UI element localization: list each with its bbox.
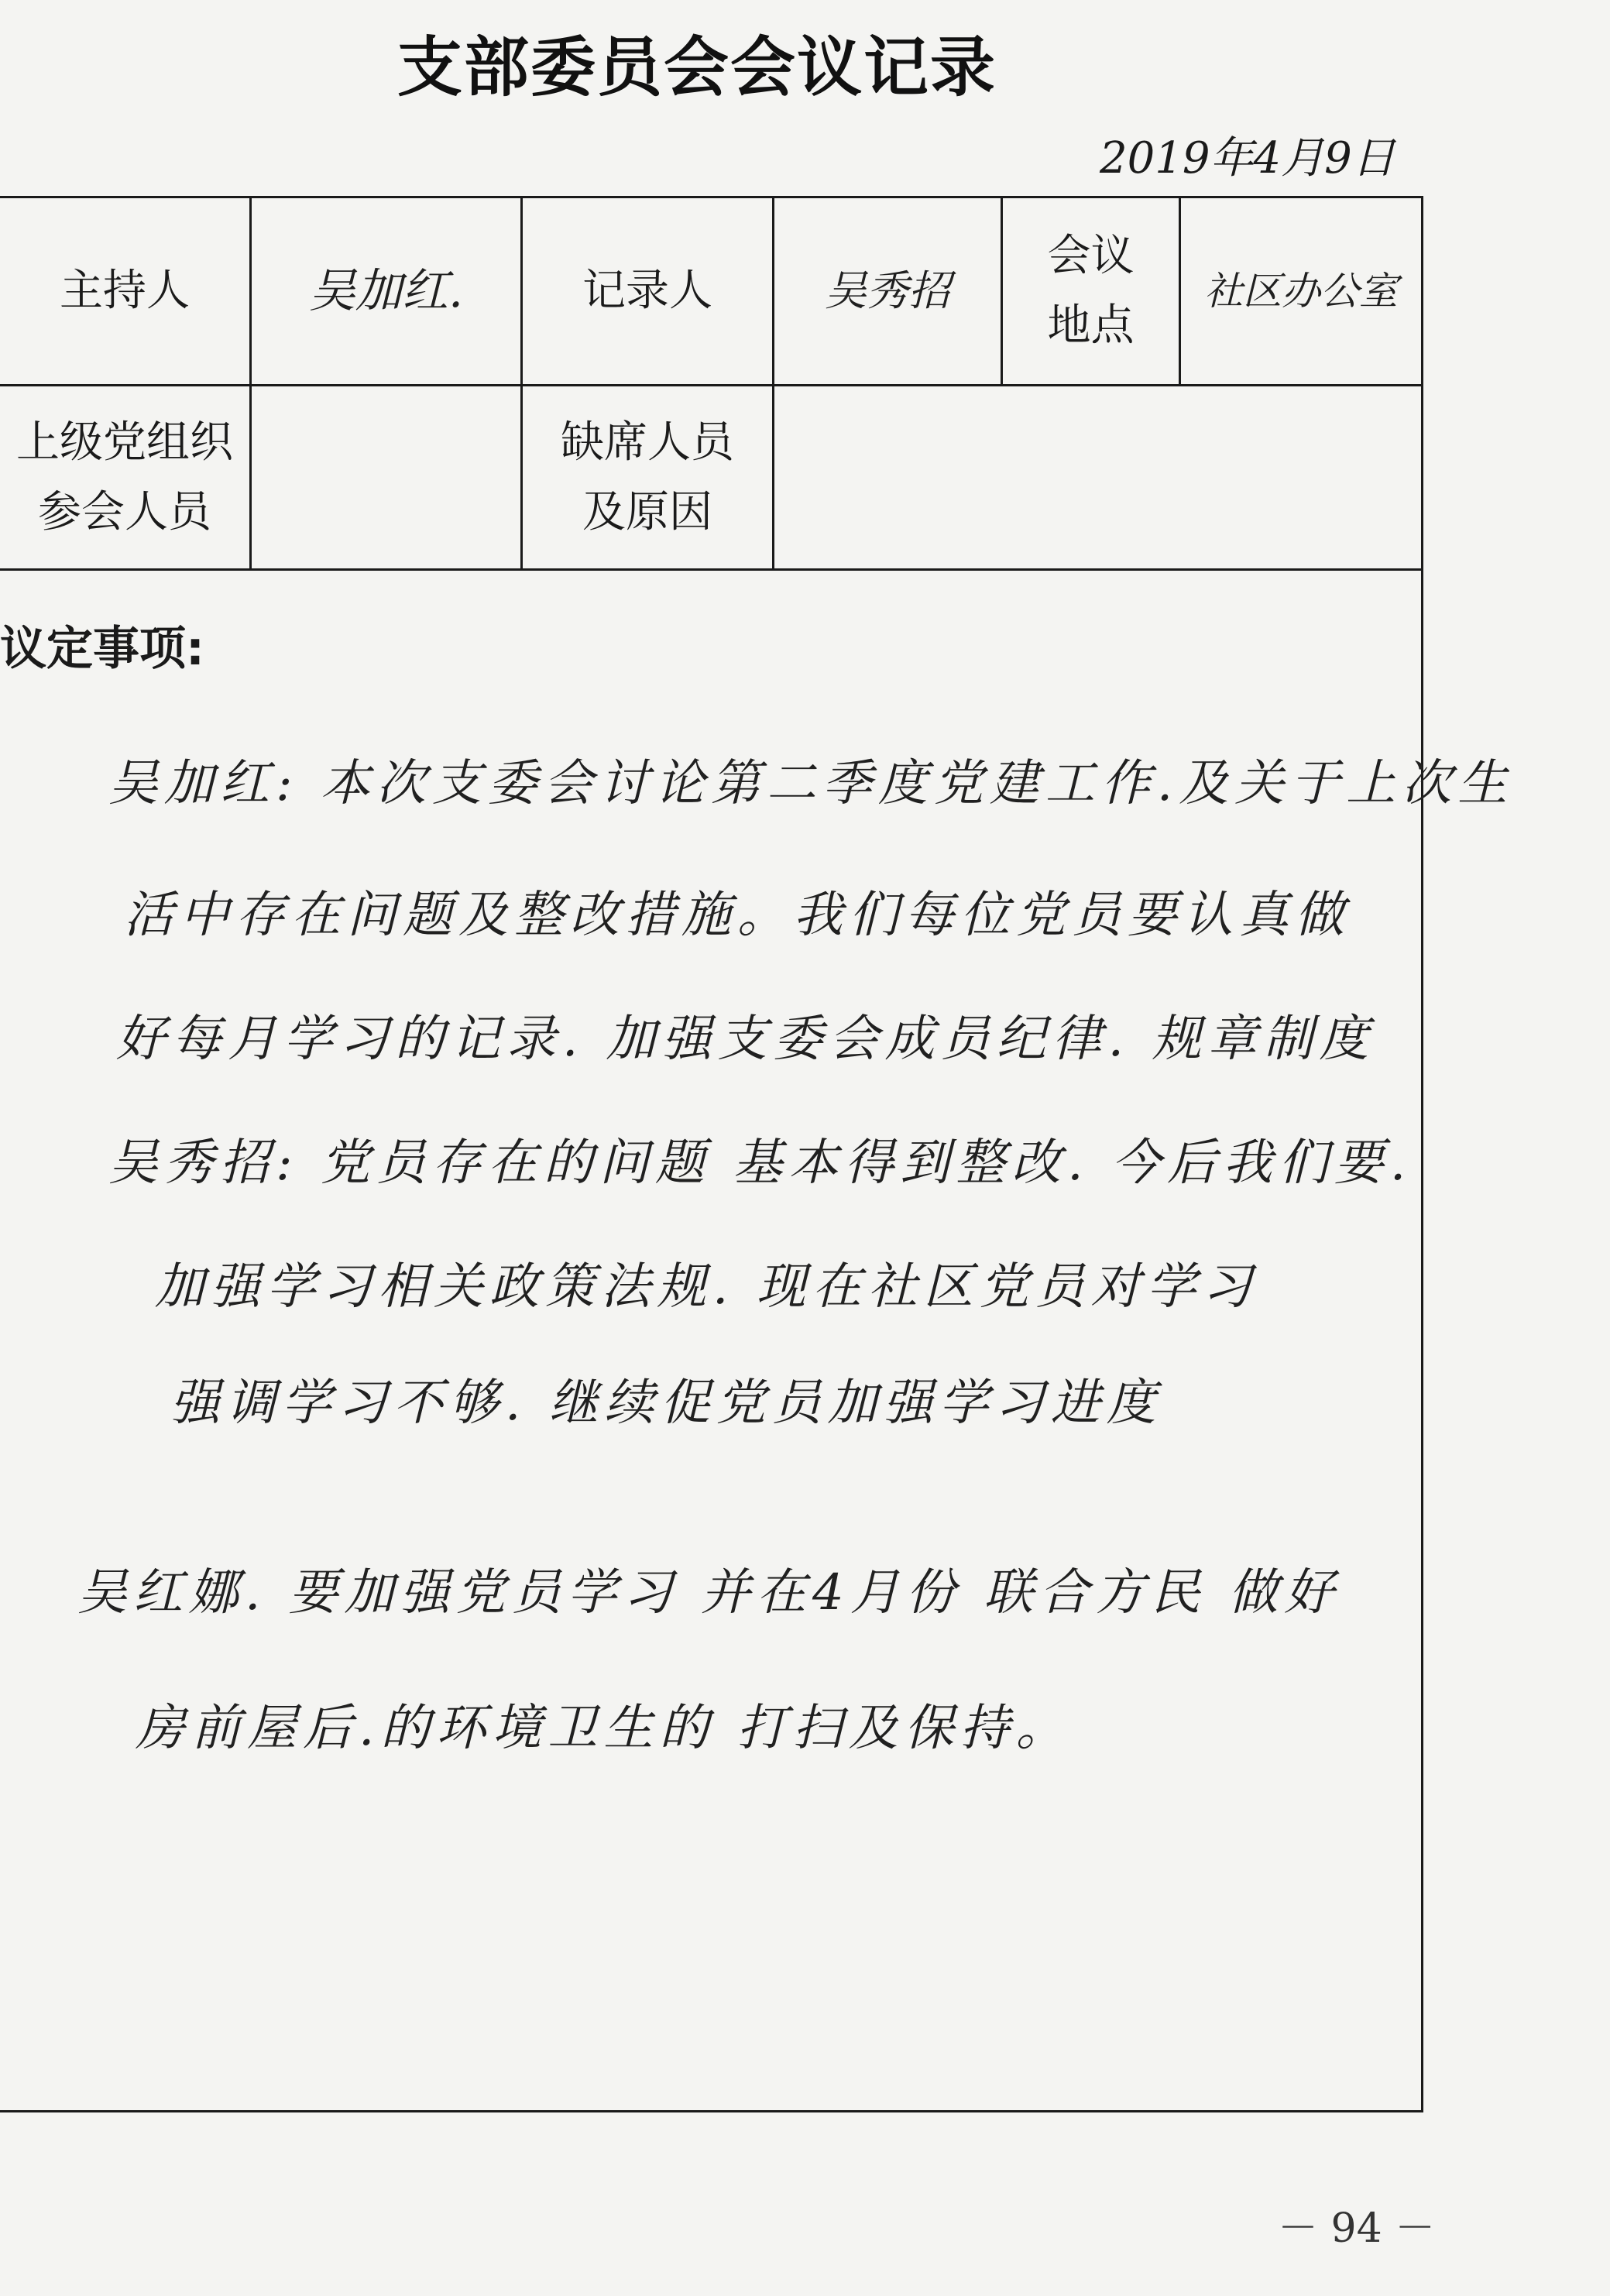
absent-label [523, 386, 772, 568]
superior-label-line2: 参会人员 [38, 486, 211, 537]
page-number: － 94 － [1278, 2205, 1436, 2252]
recorder-label: 记录人 [582, 266, 712, 317]
minutes-line: 吴红娜. 要加强党员学习 并在4月份 联合方民 做好 [77, 1564, 1341, 1622]
minutes-line: 活中存在问题及整改措施。我们每位党员要认真做 [124, 887, 1351, 944]
row-divider [0, 568, 1421, 571]
superior-label [0, 386, 249, 568]
minutes-line: 强调学习不够. 继续促党员加强学习进度 [170, 1375, 1162, 1432]
meeting-date: 2019年4月9日 [1100, 133, 1395, 184]
venue-label-line2: 地点 [1047, 300, 1135, 351]
minutes-line: 加强学习相关政策法规. 现在社区党员对学习 [155, 1258, 1258, 1316]
minutes-line: 吴秀招: 党员存在的问题 基本得到整改. 今后我们要. [108, 1134, 1413, 1192]
superior-value [252, 386, 520, 568]
minutes-line: 房前屋后.的环境卫生的 打扫及保持。 [136, 1700, 1072, 1757]
absent-label-line2: 及原因 [582, 486, 712, 537]
recorder-value: 吴秀招 [825, 266, 950, 315]
page-title: 支部委员会会议记录 [396, 29, 997, 105]
venue-label-line1: 会议 [1047, 231, 1135, 282]
host-label: 主持人 [60, 266, 190, 317]
venue-value: 社区办公室 [1204, 269, 1398, 314]
superior-label-line1: 上级党组织 [16, 417, 233, 468]
absent-label-line1: 缺席人员 [561, 417, 734, 468]
minutes-heading: 议定事项: [0, 622, 204, 676]
venue-label [1003, 198, 1179, 384]
host-value: 吴加红. [308, 264, 464, 318]
minutes-line: 吴加红: 本次支委会讨论第二季度党建工作.及关于上次生 [108, 755, 1514, 812]
absent-value [774, 386, 1421, 568]
minutes-line: 好每月学习的记录. 加强支委会成员纪律. 规章制度 [116, 1011, 1375, 1068]
